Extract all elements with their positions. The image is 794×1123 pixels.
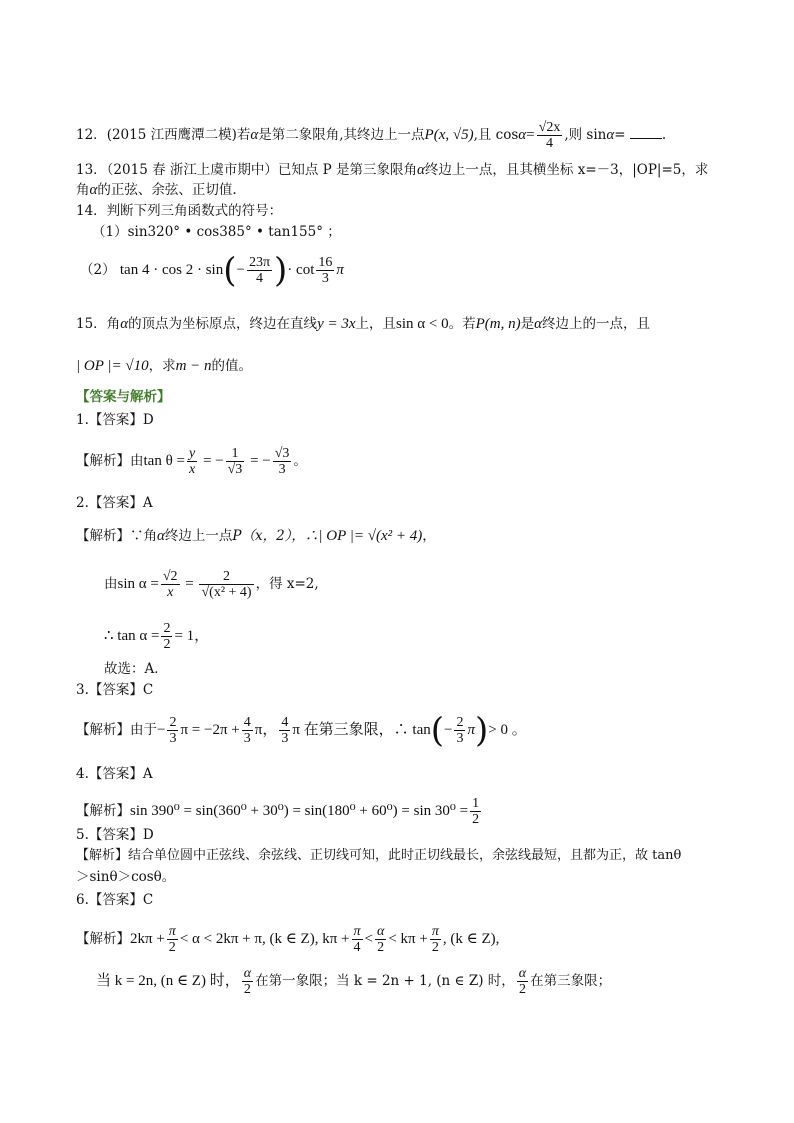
- answer-blank: [630, 126, 662, 139]
- q12-text-5: =: [614, 127, 630, 143]
- fraction-numerator: 2: [199, 569, 253, 585]
- q12-number: 12．: [76, 127, 107, 143]
- a2-text-2: P（x，2），∴: [232, 528, 319, 544]
- question-14-part-1: [92, 223, 734, 241]
- question-14-part-2: [80, 250, 734, 290]
- fraction-numerator: 1: [472, 796, 480, 811]
- q15-text-6: 终边上的一点，且: [541, 316, 650, 332]
- a2-tan-expr: ∴ tan α =: [104, 628, 160, 644]
- question-12: [76, 120, 734, 151]
- alpha-symbol: α: [250, 127, 259, 143]
- fraction-denominator: 4: [255, 271, 263, 286]
- fraction-denominator: 3: [321, 271, 329, 286]
- fraction-numerator: 2: [163, 621, 171, 636]
- q15-text-8: 的值。: [211, 358, 253, 374]
- q12-text-1: 若: [236, 127, 251, 143]
- a4-frac: [470, 796, 481, 827]
- q15-text-2: 的顶点为坐标原点，终边在直线: [128, 316, 318, 332]
- q14-text: 14．判断下列三角函数式的符号：: [76, 203, 283, 219]
- answer-4-explanation: [76, 793, 734, 829]
- q15-text-4: 。若: [448, 316, 476, 332]
- a6-expr-5: , (k ∈ Z),: [442, 931, 500, 947]
- fraction-denominator: √3: [227, 462, 243, 477]
- fraction-denominator: x: [188, 462, 196, 477]
- fraction-denominator: 3: [456, 731, 464, 746]
- fraction-denominator: 4: [545, 136, 553, 151]
- q15-text-3: 上，且: [355, 316, 396, 332]
- answer-5: 5.【答案】D: [76, 827, 154, 843]
- q14-part2-expr-a: tan 4 · cos 2 · sin: [119, 262, 224, 278]
- fraction-denominator: 3: [243, 731, 251, 746]
- right-paren: ): [274, 250, 288, 291]
- q12-eq: =: [526, 127, 535, 143]
- a6-frac-5: [242, 966, 253, 997]
- answer-6-explanation-2: [96, 963, 734, 999]
- answer-5-explanation-2: ＞sinθ＞cosθ。: [76, 869, 176, 885]
- fraction-denominator: 2: [168, 940, 176, 955]
- fraction-denominator: 2: [431, 940, 439, 955]
- fraction-denominator: 3: [278, 462, 286, 477]
- q15-text-7: ，求: [148, 358, 176, 374]
- fraction-numerator: √2: [162, 569, 178, 584]
- alpha-symbol: α: [417, 162, 425, 178]
- fraction-denominator: 3: [169, 731, 177, 746]
- fraction-denominator: 2: [377, 940, 385, 955]
- a1-frac-2: [226, 446, 245, 477]
- answer-4: 4.【答案】A: [76, 766, 153, 782]
- q13-text-1: 13．（2015 春 浙江上虞市期中）已知点 P 是第三象限角: [76, 162, 418, 178]
- answer-6: 6.【答案】C: [76, 892, 154, 908]
- fraction-numerator: √3: [274, 446, 290, 461]
- fraction-denominator: 2: [163, 637, 171, 652]
- answer-2-explanation-4: 故选：A．: [104, 661, 168, 677]
- a6-expr-2: < α < 2kπ + π, (k ∈ Z), kπ +: [179, 931, 350, 947]
- answer-2-explanation-3: [104, 618, 734, 654]
- answer-1: 1.【答案】D: [76, 412, 154, 428]
- alpha-symbol: α: [89, 182, 98, 198]
- fraction-denominator: 2: [243, 982, 251, 997]
- fraction-numerator: 4: [243, 715, 251, 730]
- a6-frac-6: [517, 966, 528, 997]
- alpha-symbol: α: [606, 127, 615, 143]
- q15-line-eq: y = 3x: [317, 316, 356, 332]
- answer-5-explanation-1: 【解析】结合单位圆中正弦线、余弦线、正切线可知，此时正切线最长，余弦线最短，且都为正，故 tanθ: [76, 848, 682, 863]
- a6-frac-3: [375, 924, 386, 955]
- a2-text-6: = 1，: [174, 628, 210, 644]
- a6-frac-4: [430, 924, 441, 955]
- q15-point: P(m, n): [475, 316, 521, 332]
- right-paren: ): [474, 710, 489, 751]
- question-15-line-1: [76, 315, 734, 333]
- answer-2-explanation-2: 由sin α = $\frac{√2}{x}$ = $\frac{2}{\text{√(x² + 4)}}$ ，得 x=2,: [104, 569, 319, 600]
- q12-text-4: ,则 sin: [564, 127, 607, 143]
- a4-label: 【解析】: [76, 803, 130, 819]
- a3-frac-4: [454, 715, 465, 746]
- left-paren: (: [223, 250, 237, 291]
- question-14-line-1: [76, 202, 734, 220]
- fraction-numerator: 1: [226, 446, 245, 462]
- a6-expr-1: 2kπ +: [130, 931, 165, 947]
- a6-expr-4: < kπ +: [388, 931, 428, 947]
- a1-frac-1: [187, 446, 197, 477]
- alpha-symbol: α: [120, 316, 129, 332]
- fraction-numerator: π: [353, 924, 361, 939]
- answer-1-explanation: 【解析】由tan θ = $\frac{y}{x}$ = − $\frac{1}{√3}$ = − $\frac{√3}{3}$ 。: [76, 446, 307, 477]
- q15-sin-cond: sin α < 0: [396, 316, 449, 332]
- a3-expr-3: π 在第三象限，∴ tan: [292, 722, 431, 738]
- fraction-numerator: π: [168, 924, 176, 939]
- fraction-numerator: 4: [281, 715, 289, 730]
- minus-sign: −: [236, 262, 245, 278]
- q12-end: .: [661, 127, 667, 143]
- q14-fraction-2: [316, 255, 334, 286]
- fraction-numerator: 2: [169, 715, 177, 730]
- question-13-line-1: [76, 161, 734, 179]
- fraction-numerator: π: [431, 924, 439, 939]
- a3-expr-4: > 0 。: [488, 722, 527, 738]
- a2-text-5: ，得 x=2,: [255, 576, 319, 592]
- answer-3: 3.【答案】C: [76, 682, 154, 698]
- a2-frac-2: [199, 569, 253, 600]
- a1-frac-3: [273, 446, 292, 477]
- q14-part2-label: （2）: [80, 262, 116, 278]
- a3-frac-3: [279, 715, 290, 746]
- a3-label: 【解析】由于: [76, 722, 157, 738]
- q15-expression: m − n: [175, 358, 212, 374]
- a2-frac-1: [161, 569, 180, 600]
- q14-part1-text: （1）sin320° • cos385° • tan155° ；: [92, 224, 341, 240]
- a2-text-3: ，: [422, 528, 436, 544]
- fraction-denominator: 2: [472, 812, 480, 827]
- alpha-symbol: α: [157, 528, 165, 544]
- a6-text-2: 在第一象限；当 k = 2n + 1, (n ∈ Z) 时，: [255, 973, 515, 989]
- a3-frac-2: [242, 715, 253, 746]
- left-paren: (: [430, 710, 444, 751]
- a1-label: 【解析】由: [76, 453, 144, 469]
- a2-text-1: 终边上一点: [164, 528, 233, 544]
- a3-expr-1: π = −2π +: [180, 722, 240, 738]
- question-13-line-2: [76, 181, 734, 199]
- answers-heading: 【答案与解析】: [76, 389, 171, 405]
- fraction-numerator: 16: [318, 255, 333, 270]
- q15-text-5: 是: [520, 316, 535, 332]
- q13-text-4: 的正弦、余弦、正切值.: [97, 182, 237, 198]
- fraction-denominator: 2: [518, 982, 526, 997]
- q12-fraction: [537, 120, 563, 151]
- answer-2: 2.【答案】A: [76, 495, 153, 511]
- fraction-numerator: 23π: [248, 255, 271, 270]
- fraction-denominator: x: [167, 585, 174, 600]
- a2-sin-expr: sin α =: [117, 576, 159, 592]
- q15-text-1: 15．角: [76, 316, 121, 332]
- fraction-denominator: 3: [281, 731, 289, 746]
- answer-3-explanation: 【解析】由于− $\frac{2}{3}$ π = −2π + $\frac{4}{3}$ π， $\frac{4}{3}$ π 在第三象限，∴ tan(− $\frac{2}{3}$ π)> 0 。: [76, 710, 527, 751]
- a3-expr-2: π，: [254, 722, 278, 738]
- q12-point: P(x, √5): [424, 127, 474, 143]
- a6-text-3: 在第三象限；: [530, 973, 612, 989]
- a1-expr: tan θ =: [143, 453, 185, 469]
- a2-frac-3: [161, 621, 172, 652]
- fraction-denominator: 4: [353, 940, 361, 955]
- q12-text-2: 是第二象限角,其终边上一点: [258, 127, 425, 143]
- fraction-numerator: α: [243, 966, 252, 981]
- a4-expr: sin 390⁰ = sin(360⁰ + 30⁰) = sin(180⁰ + 60⁰) = sin 30⁰ =: [130, 803, 469, 819]
- fraction-numerator: α: [376, 924, 385, 939]
- q14-part2-expr-b: · cot: [287, 262, 315, 278]
- q14-fraction-1: [247, 255, 272, 286]
- answer-6-explanation-1: [76, 921, 734, 957]
- fraction-numerator: √2x: [538, 120, 561, 135]
- fraction-numerator: α: [518, 966, 527, 981]
- alpha-symbol: α: [518, 127, 527, 143]
- a6-frac-2: [352, 924, 363, 955]
- alpha-symbol: α: [534, 316, 542, 332]
- answer-2-explanation-1: [76, 527, 734, 545]
- a3-frac-1: [167, 715, 178, 746]
- a6-expr-3: <: [364, 931, 373, 947]
- a2-text-4: 由: [104, 576, 118, 592]
- q14-part2-expr-c: π: [336, 262, 344, 278]
- q15-op-length: | OP |= √10: [76, 358, 149, 374]
- fraction-numerator: 2: [456, 715, 464, 730]
- q12-source: (2015 江西鹰潭二模): [106, 127, 237, 143]
- question-15-line-2: [76, 357, 734, 375]
- a6-text-1: 当 k = 2n, (n ∈ Z) 时，: [96, 973, 240, 989]
- fraction-denominator: √(x² + 4): [201, 585, 252, 600]
- q12-text-3: ,且 cos: [473, 127, 519, 143]
- a3-minus: −: [157, 722, 166, 738]
- a1-end: 。: [293, 453, 307, 469]
- fraction-numerator: y: [188, 446, 196, 461]
- a2-op-expr: | OP |= √(x² + 4): [318, 528, 423, 544]
- a2-label: 【解析】∵角: [76, 528, 157, 544]
- a6-label: 【解析】: [76, 931, 130, 947]
- q13-text-3: 角: [76, 182, 90, 198]
- q13-text-2: 终边上一点，且其横坐标 x=－3，|OP|=5，求: [424, 162, 709, 178]
- a6-frac-1: [167, 924, 178, 955]
